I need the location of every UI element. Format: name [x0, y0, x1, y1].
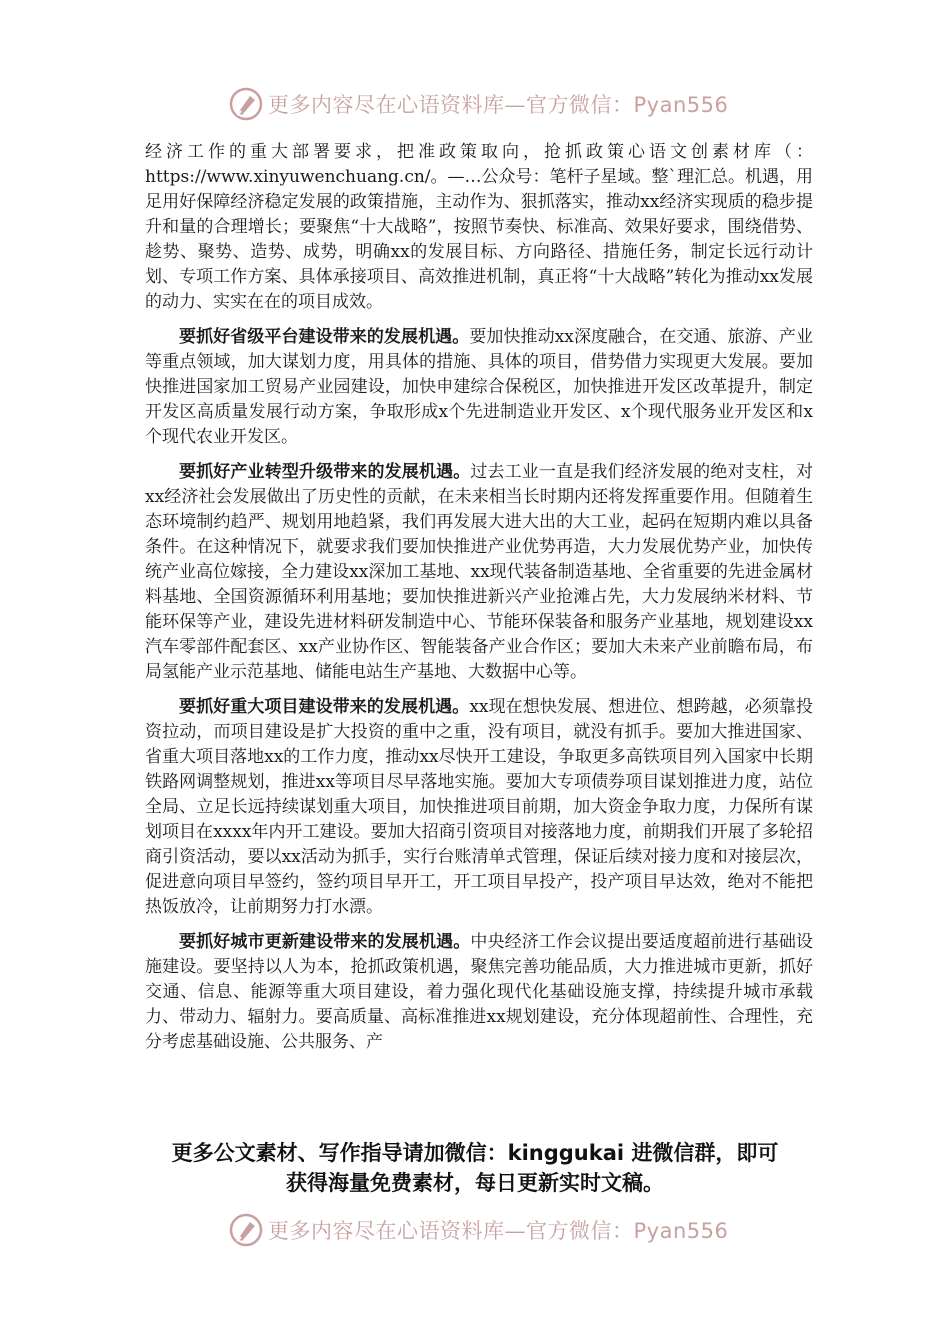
paragraph-5 [145, 930, 813, 1055]
banner-text: 更多内容尽在心语资料库—官方微信：Pyan556 [268, 93, 729, 117]
paragraph-1 [145, 140, 813, 315]
paragraph-3-text: 过去工业一直是我们经济发展的绝对支柱，对xx经济社会发展做出了历史性的贡献，在未来相当长时期内还将发挥重要作用。但随着生态环境制约趋严、规划用地趋紧，我们再发展大进大出的大工业，起码在短期内难以具备条件。在这种情况下，就要求我们要加快推进产业优势再造，大力发展优势产业，加快传统产业高位嫁接，全力建设xx深加工基地、xx现代装备制造基地、全省重要的先进金属材料基地、全国资源循环利用基地；要加快推进新兴产业抢滩占先，大力发展纳米材料、节能环保等产业，建设先进材料研发制造中心、节能环保装备和服务产业基地，规划建设xx汽车零部件配套区、xx产业协作区、智能装备产业合作区；要加大未来产业前瞻布局，布局氢能产业示范基地、储能电站生产基地、大数据中心等。 [145, 462, 814, 682]
footer-watermark-banner [228, 1210, 728, 1250]
paragraph-4-text: xx现在想快发展、想进位、想跨越，必须靠投资拉动，而项目建设是扩大投资的重中之重，没有项目，就没有抓手。要加大推进国家、省重大项目落地xx的工作力度，推动xx尽快开工建设，争取更多高铁项目列入国家中长期铁路网调整规划，推进xx等项目尽早落地实施。要加大专项债券项目谋划推进力度，站位全局、立足长远持续谋划重大项目，加快推进项目前期，加大资金争取力度，力保所有谋划项目在xxxx年内开工建设。要加大招商引资项目对接落地力度，前期我们开展了多轮招商引资活动，要以xx活动为抓手，实行台账清单式管理，保证后续对接力度和对接层次，促进意向项目早签约，签约项目早开工，开工项目早投产，投产项目早达效，绝对不能把热饭放冷，让前期努力打水漂。 [145, 697, 813, 917]
header-watermark-banner [228, 84, 728, 124]
paragraph-3-heading: 要抓好产业转型升级带来的发展机遇。 [179, 462, 471, 482]
paragraph-4 [145, 695, 813, 920]
fountain-pen-icon [228, 1212, 264, 1248]
banner-wechat-id: Pyan556 [633, 1219, 729, 1243]
banner-wechat-id: Pyan556 [633, 93, 729, 117]
document-body [145, 140, 813, 1065]
fountain-pen-icon [228, 86, 264, 122]
promo-line-1: 更多公文素材、写作指导请加微信：kinggukai 进微信群，即可 [171, 1141, 779, 1165]
promo-notice [130, 1138, 820, 1198]
paragraph-3 [145, 460, 813, 685]
paragraph-2 [145, 325, 813, 450]
paragraph-2-text: 要加快推动xx深度融合，在交通、旅游、产业等重点领域，加大谋划力度，用具体的措施、具体的项目，借势借力实现更大发展。要加快推进国家加工贸易产业园建设，加快申建综合保税区，加快推进开发区改革提升，制定开发区高质量发展行动方案，争取形成x个先进制造业开发区、x个现代服务业开发区和x个现代农业开发区。 [145, 327, 813, 447]
banner-text: 更多内容尽在心语资料库—官方微信：Pyan556 [268, 1219, 729, 1243]
paragraph-4-heading: 要抓好重大项目建设带来的发展机遇。 [179, 697, 470, 717]
promo-line-2: 获得海量免费素材，每日更新实时文稿。 [286, 1171, 664, 1195]
paragraph-1-text: 经济工作的重大部署要求，把准政策取向，抢抓政策心语文创素材库（：https://www.xinyuwenchuang.cn/。—…公众号：笔杆子星域。整`理汇总。机遇，用足用好保障经济稳定发展的政策措施，主动作为、狠抓落实，推动xx经济实现质的稳步提升和量的合理增长；要聚焦“十大战略”，按照节奏快、标准高、效果好要求，围绕借势、趁势、聚势、造势、成势，明确xx的发展目标、方向路径、措施任务，制定长远行动计划、专项工作方案、具体承接项目、高效推进机制，真正将“十大战略”转化为推动xx发展的动力、实实在在的项目成效。 [145, 142, 814, 312]
paragraph-2-heading: 要抓好省级平台建设带来的发展机遇。 [179, 327, 470, 347]
paragraph-5-text: 中央经济工作会议提出要适度超前进行基础设施建设。要坚持以人为本，抢抓政策机遇，聚焦完善功能品质，大力推进城市更新，抓好交通、信息、能源等重大项目建设，着力强化现代化基础设施支撑，持续提升城市承载力、带动力、辐射力。要高质量、高标准推进xx规划建设，充分体现超前性、合理性，充分考虑基础设施、公共服务、产 [145, 932, 814, 1052]
paragraph-5-heading: 要抓好城市更新建设带来的发展机遇。 [179, 932, 471, 952]
